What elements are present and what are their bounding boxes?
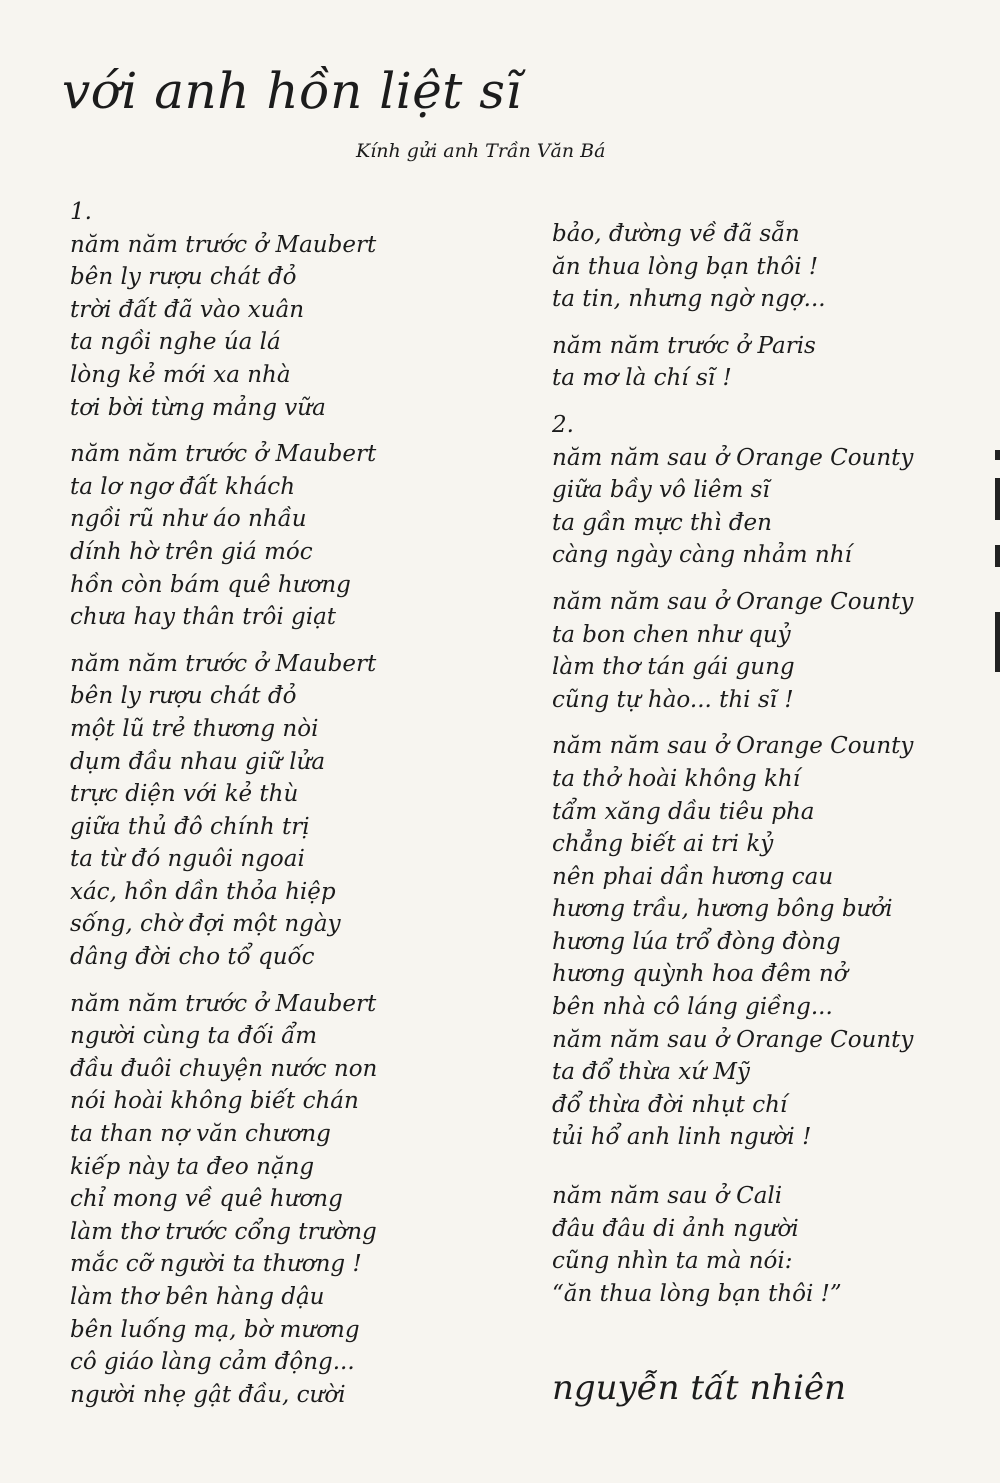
poem-line: ta đổ thừa xứ Mỹ <box>552 1059 750 1086</box>
poem-line: dính hờ trên giá móc <box>70 538 313 565</box>
poem-line: “ăn thua lòng bạn thôi !” <box>552 1280 842 1307</box>
scan-edge-mark <box>995 545 1000 567</box>
poem-line: sống, chờ đợi một ngày <box>70 911 341 938</box>
poem-line: lòng kẻ mới xa nhà <box>70 361 291 388</box>
poem-line: năm năm sau ở Orange County <box>552 1026 914 1053</box>
poem-line: chưa hay thân trôi giạt <box>70 604 337 631</box>
poem-line: năm năm sau ở Cali <box>552 1183 783 1210</box>
poem-line: cũng tự hào... thi sĩ ! <box>552 686 794 713</box>
poem-line: năm năm sau ở Orange County <box>552 444 914 471</box>
scan-edge-mark <box>995 612 1000 672</box>
stanza <box>552 586 972 716</box>
dedication: Kính gửi anh Trần Văn Bá <box>356 140 606 162</box>
poem-line: năm năm trước ở Maubert <box>70 231 377 258</box>
poem-line: năm năm sau ở Orange County <box>552 733 914 760</box>
poem-line: mắc cỡ người ta thương ! <box>70 1251 362 1278</box>
poem-line: năm năm trước ở Maubert <box>70 990 377 1017</box>
stanza <box>552 730 972 1154</box>
poem-line: bên nhà cô láng giềng... <box>552 994 833 1021</box>
poem-line: bên ly rượu chát đỏ <box>70 683 297 710</box>
poem-line: làm thơ trước cổng trường <box>70 1218 377 1245</box>
poem-line: bên luống mạ, bờ mương <box>70 1316 360 1343</box>
scan-edge-mark <box>995 478 1000 520</box>
poem-line: ta tin, nhưng ngờ ngợ... <box>552 286 826 313</box>
poem-line: ta thở hoài không khí <box>552 765 801 792</box>
right-column <box>552 218 972 1324</box>
poem-line: làm thơ tán gái gung <box>552 654 795 681</box>
poem-line: ta than nợ văn chương <box>70 1121 331 1148</box>
poem-line: cũng nhìn ta mà nói: <box>552 1248 793 1275</box>
poem-line: ta mơ là chí sĩ ! <box>552 365 732 392</box>
poem-line: hồn còn bám quê hương <box>70 571 351 598</box>
section-number-2: 2. <box>552 411 574 438</box>
stanza <box>70 988 510 1412</box>
poem-line: ta lơ ngơ đất khách <box>70 473 296 500</box>
author-signature: nguyễn tất nhiên <box>552 1368 847 1408</box>
poem-line: ta bon chen như quỷ <box>552 621 791 648</box>
left-stanzas <box>70 229 510 1412</box>
poem-line: bên ly rượu chát đỏ <box>70 264 297 291</box>
poem-line: ngồi rũ như áo nhầu <box>70 506 307 533</box>
poem-line: xác, hồn dần thỏa hiệp <box>70 878 336 905</box>
poem-line: càng ngày càng nhảm nhí <box>552 542 852 569</box>
poem-line: một lũ trẻ thương nòi <box>70 715 319 742</box>
poem-line: chỉ mong về quê hương <box>70 1186 343 1213</box>
stanza <box>70 438 510 634</box>
poem-line: trực diện với kẻ thù <box>70 781 299 808</box>
poem-line: ăn thua lòng bạn thôi ! <box>552 253 819 280</box>
poem-line: đổ thừa đời nhụt chí <box>552 1091 788 1118</box>
poem-line: năm năm sau ở Orange County <box>552 588 914 615</box>
stanza <box>70 229 510 425</box>
poem-line: trời đất đã vào xuân <box>70 296 305 323</box>
stanza <box>552 442 972 572</box>
poem-line: người cùng ta đối ẩm <box>70 1023 318 1050</box>
section-number-1: 1. <box>70 199 92 225</box>
poem-line: ta gần mực thì đen <box>552 509 772 536</box>
poem-line: năm năm trước ở Maubert <box>70 441 377 468</box>
poem-line: giữa bầy vô liêm sĩ <box>552 477 770 504</box>
poem-line: nên phai dần hương cau <box>552 863 834 890</box>
poem-line: ta từ đó nguôi ngoai <box>70 846 305 873</box>
right-stanzas-before <box>552 218 972 395</box>
poem-line: chẳng biết ai tri kỷ <box>552 831 774 858</box>
poem-line: hương quỳnh hoa đêm nở <box>552 961 848 988</box>
scan-edge-mark <box>995 450 1000 460</box>
poem-line: tủi hổ anh linh người ! <box>552 1124 812 1151</box>
poem-line: giữa thủ đô chính trị <box>70 813 310 840</box>
left-column <box>70 196 510 1425</box>
poem-line: đâu đâu di ảnh người <box>552 1215 799 1242</box>
poem-line: người nhẹ gật đầu, cười <box>70 1381 346 1408</box>
poem-line: năm năm trước ở Maubert <box>70 650 377 677</box>
poem-line: cô giáo làng cảm động... <box>70 1349 355 1376</box>
poem-line: dâng đời cho tổ quốc <box>70 944 315 971</box>
poem-line: hương lúa trổ đòng đòng <box>552 928 841 955</box>
poem-line: hương trầu, hương bông bưởi <box>552 896 893 923</box>
poem-title: với anh hồn liệt sĩ <box>62 62 522 120</box>
poem-line: tẩm xăng dầu tiêu pha <box>552 798 815 825</box>
poem-line: nói hoài không biết chán <box>70 1088 359 1115</box>
stanza <box>70 648 510 974</box>
stanza <box>552 330 972 395</box>
poem-line: dụm đầu nhau giữ lửa <box>70 748 326 775</box>
poem-line: kiếp này ta đeo nặng <box>70 1153 315 1180</box>
poem-line: bảo, đường về đã sẵn <box>552 221 800 247</box>
stanza <box>552 1180 972 1310</box>
poem-line: ta ngồi nghe úa lá <box>70 329 281 356</box>
right-stanzas-after <box>552 442 972 1311</box>
stanza <box>552 218 972 316</box>
poem-line: làm thơ bên hàng dậu <box>70 1284 325 1310</box>
poem-line: đầu đuôi chuyện nước non <box>70 1055 378 1082</box>
poem-line: tơi bời từng mảng vữa <box>70 394 326 421</box>
poem-line: năm năm trước ở Paris <box>552 332 816 359</box>
